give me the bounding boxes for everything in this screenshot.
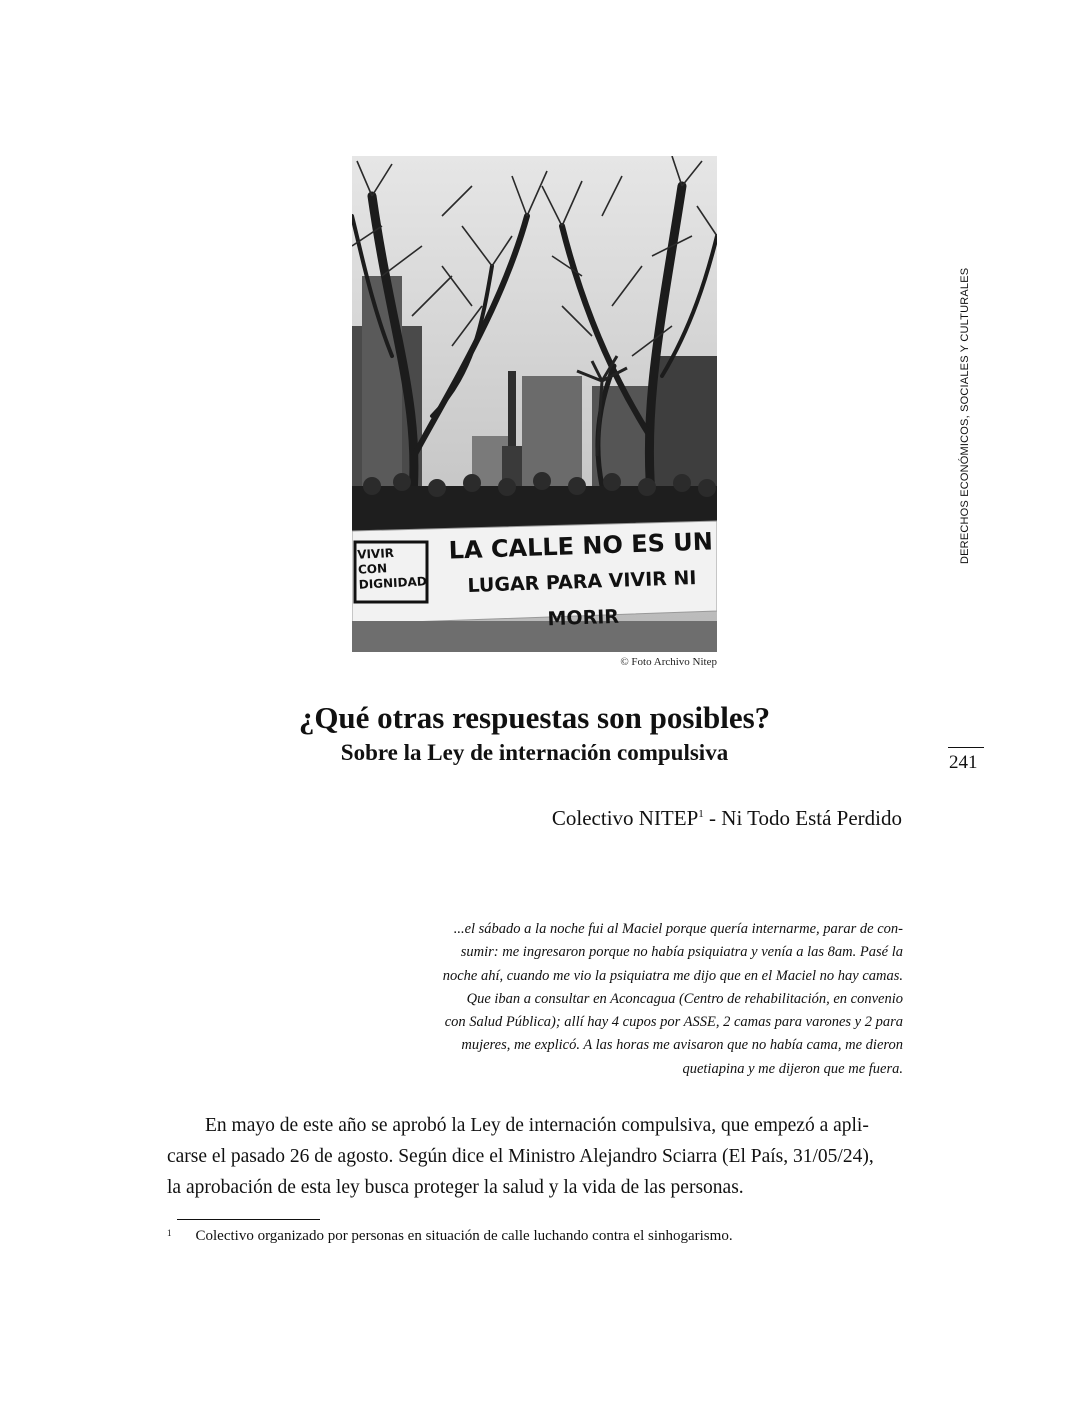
banner-main-text: LA CALLE NO ES UN LUGAR PARA VIVIR NI MORIR (448, 527, 714, 631)
author-name: Colectivo NITEP (551, 806, 699, 830)
banner-left-text: VIVIR CON DIGNIDAD (356, 545, 428, 592)
footnote-reference[interactable]: 1 (698, 808, 704, 820)
photo-caption: © Foto Archivo Nitep (620, 656, 717, 668)
article-title: ¿Qué otras respuestas son posibles? (298, 700, 771, 735)
body-paragraph (167, 1110, 903, 1203)
quote-line: Que iban a consultar en Aconcagua (Centro de rehabilitación, en convenio (466, 990, 903, 1007)
section-side-label-text: DERECHOS ECONÓMICOS, SOCIALES Y CULTURALES (959, 267, 971, 564)
footnote-text: Colectivo organizado por personas en situación de calle luchando contra el sinhogarismo. (195, 1228, 733, 1244)
footnote-rule (177, 1219, 320, 1220)
body-line: la aprobación de esta ley busca proteger la salud y la vida de las personas. (167, 1177, 744, 1198)
body-line: carse el pasado 26 de agosto. Según dice el Ministro Alejandro Sciarra (El País, 31/05/24), (167, 1146, 874, 1167)
section-side-label (957, 244, 977, 564)
author-suffix: - Ni Todo Está Perdido (703, 806, 902, 830)
quote-line: ...el sábado a la noche fui al Maciel porque quería internarme, parar de con- (453, 921, 903, 937)
quote-line: noche ahí, cuando me vio la psiquiatra me dijo que en el Maciel no hay camas. (442, 967, 903, 984)
protest-photo (352, 156, 717, 652)
epigraph-quote (380, 918, 903, 1081)
author-line (552, 806, 902, 831)
quote-line: quetiapina y me dijeron que me fuera. (682, 1060, 903, 1077)
quote-line: mujeres, me explicó. A las horas me avisaron que no había cama, me dieron (461, 1037, 903, 1054)
footnote (167, 1228, 733, 1245)
body-line: En mayo de este año se aprobó la Ley de internación compulsiva, que empezó a apli- (205, 1115, 869, 1136)
quote-line: sumir: me ingresaron porque no había psiquiatra y venía a las 8am. Pasé la (460, 944, 903, 961)
page-number: 241 (949, 752, 978, 773)
article-subtitle: Sobre la Ley de internación compulsiva (340, 740, 729, 765)
footnote-mark: 1 (167, 1228, 172, 1238)
quote-line: con Salud Pública); allí hay 4 cupos por ASSE, 2 camas para varones y 2 para (444, 1014, 903, 1031)
